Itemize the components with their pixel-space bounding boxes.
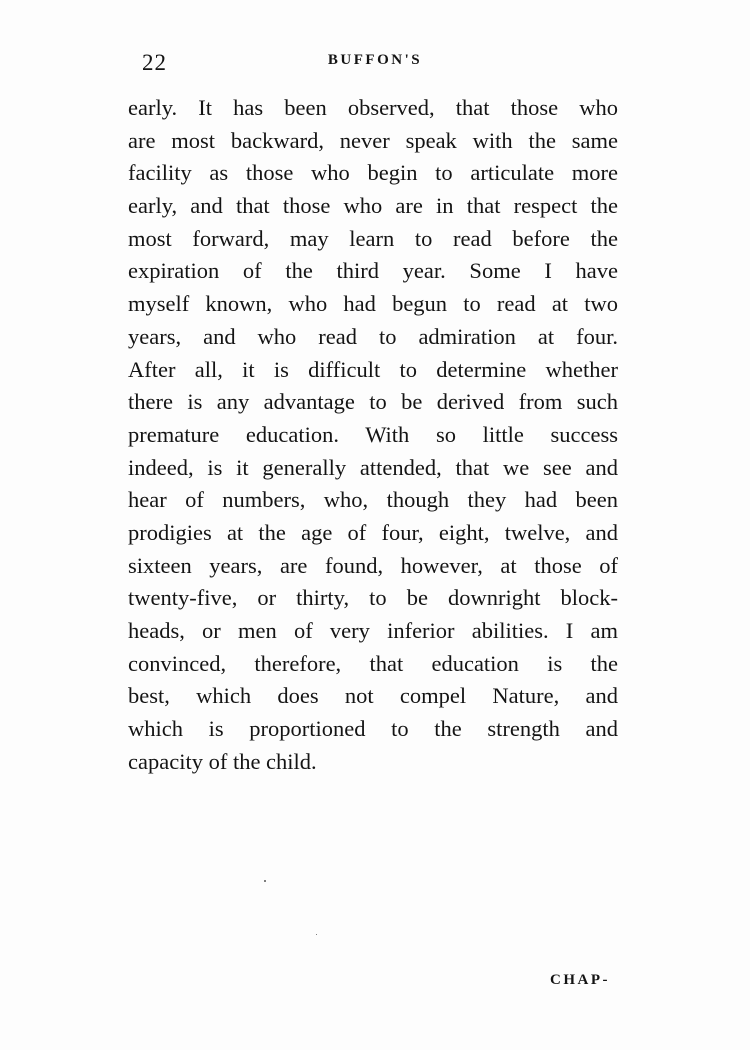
text-line: premature education. With so little success bbox=[128, 421, 618, 447]
text-line: most forward, may learn to read before the bbox=[128, 225, 618, 251]
text-line-last: capacity of the child. bbox=[128, 748, 317, 774]
text-line: expiration of the third year. Some I have bbox=[128, 258, 618, 284]
text-line: early, and that those who are in that respect the bbox=[128, 193, 618, 219]
ink-speck bbox=[316, 934, 317, 935]
text-line: there is any advantage to be derived from such bbox=[128, 389, 618, 415]
page-number: 22 bbox=[142, 50, 167, 75]
ink-speck bbox=[264, 880, 266, 882]
running-head bbox=[140, 50, 610, 80]
text-line: indeed, is it generally attended, that we see and bbox=[128, 454, 618, 480]
text-line: convinced, therefore, that education is the bbox=[128, 650, 618, 676]
text-line: hear of numbers, who, though they had been bbox=[128, 487, 618, 513]
text-line: After all, it is difficult to determine whether bbox=[128, 356, 618, 382]
text-line: are most backward, never speak with the same bbox=[128, 127, 618, 153]
text-line: facility as those who begin to articulate more bbox=[128, 160, 618, 186]
text-line: heads, or men of very inferior abilities. I am bbox=[128, 618, 618, 643]
text-line: early. It has been observed, that those who bbox=[128, 95, 618, 120]
text-line: years, and who read to admiration at four. bbox=[128, 323, 618, 349]
text-line: prodigies at the age of four, eight, twelve, and bbox=[128, 519, 618, 545]
body-text bbox=[128, 92, 618, 778]
text-line: sixteen years, are found, however, at those of bbox=[128, 552, 618, 578]
running-title: BUFFON'S bbox=[327, 52, 423, 68]
text-line: myself known, who had begun to read at two bbox=[128, 291, 618, 317]
text-line: which is proportioned to the strength and bbox=[128, 716, 618, 742]
catchword: CHAP- bbox=[550, 972, 610, 988]
text-line: best, which does not compel Nature, and bbox=[128, 683, 618, 709]
text-line: twenty-five, or thirty, to be downright block- bbox=[128, 585, 618, 611]
